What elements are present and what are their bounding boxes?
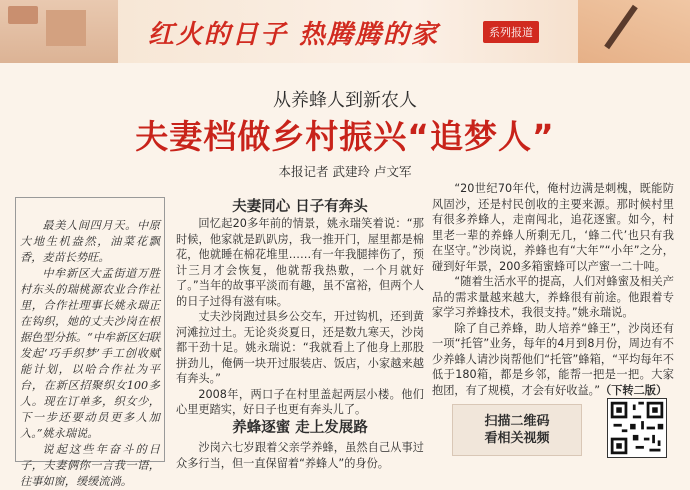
sidebar-paragraph: 最美人间四月天。中原大地生机盎然，油菜花飘香，麦苗长势旺。 xyxy=(20,219,160,264)
sidebar-box xyxy=(15,197,165,488)
sidebar-text xyxy=(16,198,164,490)
qr-section xyxy=(452,398,674,464)
article-byline: 本报记者 武建玲 卢文军 xyxy=(278,164,412,179)
scan-line-2: 看相关视频 xyxy=(484,431,550,446)
building-photo xyxy=(0,0,118,63)
scan-prompt xyxy=(452,404,582,456)
body-text: 除了自己养蜂，助人培养“蜂王”，沙岗还有一项“托管”业务，每年的4月到8月份，周边有不少养蜂人请沙岗帮他们“托管”蜂箱，“平均每年不低于180箱，都是乡邻，能帮一把是一把。大家抱团，有了规模，才会有好收益。” xyxy=(432,321,674,397)
sidebar-paragraph: 中牟新区大孟街道万胜村东头的瑞桃源农业合作社里，合作社理事长姚永瑞正在钩织，她的丈夫沙岗在根据色型分拣。“中牟新区妇联发起‘巧手织梦’手工创收赋能计划，以哈合作社为平台，在新区招聚织女100多人。现在订单多，织女少，下一步还要动员更多人加入。”姚永瑞说。 xyxy=(20,267,160,440)
article-column-1 xyxy=(176,216,424,471)
article-subtitle: 从养蜂人到新农人 xyxy=(273,90,417,111)
series-badge: 系列报道 xyxy=(483,21,539,43)
body-paragraph: “随着生活水平的提高，人们对蜂蜜及相关产品的需求量越来越大，养蜂很有前途。他跟着专家学习养蜂技术，我很支持。”姚永瑞说。 xyxy=(432,275,674,319)
sidebar-paragraph: 说起这些年奋斗的日子，夫妻俩你一言我一语，往事如窗，缓缓流淌。 xyxy=(20,443,160,488)
calligraphy-photo xyxy=(578,0,690,63)
continued-note: （下转二版） xyxy=(600,383,668,397)
scan-line-1: 扫描二维码 xyxy=(484,414,550,429)
body-paragraph: “20世纪70年代，俺村边满是刺槐，既能防风固沙，还是村民创收的主要来源。那时候村里有很多养蜂人，走南闯北，追花逐蜜。如今，村里老一辈的养蜂人所剩无几，‘蜂二代’也只有我在坚守。”沙岗说，养蜂也有“大年”“小年”之分，碰到好年景，200多箱蜜蜂可以产蜜一二十吨。 xyxy=(432,182,674,273)
article-column-2 xyxy=(432,181,674,398)
body-paragraph xyxy=(432,321,674,399)
article-headline: 夫妻档做乡村振兴“追梦人” xyxy=(135,117,555,156)
qr-code-icon[interactable] xyxy=(607,398,667,458)
header-banner xyxy=(0,0,690,63)
body-paragraph: 沙岗六七岁跟着父亲学养蜂，虽然自己从事过众多行当，但一直保留着“养蜂人”的身份。 xyxy=(176,441,424,470)
body-paragraph: 2008年，两口子在村里盖起两层小楼。他们心里更踏实，好日子也更有奔头儿了。 xyxy=(176,387,424,416)
body-paragraph: 丈夫沙岗跑过县乡公交车，开过钩机，还到黄河滩拉过土。无论炎炎夏日，还是数九寒天，沙岗都干劲十足。姚永瑞说：“我就看上了他身上那股拼劲儿，俺俩一块开过服装店、饭店，小家越来越有奔头。” xyxy=(176,310,424,385)
body-paragraph: 回忆起20多年前的情景，姚永瑞笑着说：“那时候，他家就是趴趴房，我一推开门，屋里都是棉花，他就睡在棉花堆里……有一年我腿摔伤了，预计三月才会恢复，他就帮我热敷，一个月就好了。”当年的故事平淡而有趣，虽不富裕，但两个人的日子过得有滋有味。 xyxy=(176,217,424,308)
banner-title: 红火的日子 热腾腾的家 xyxy=(148,20,440,50)
section-heading-2: 养蜂逐蜜 走上发展路 xyxy=(232,419,368,436)
section-heading-1: 夫妻同心 日子有奔头 xyxy=(232,199,368,215)
